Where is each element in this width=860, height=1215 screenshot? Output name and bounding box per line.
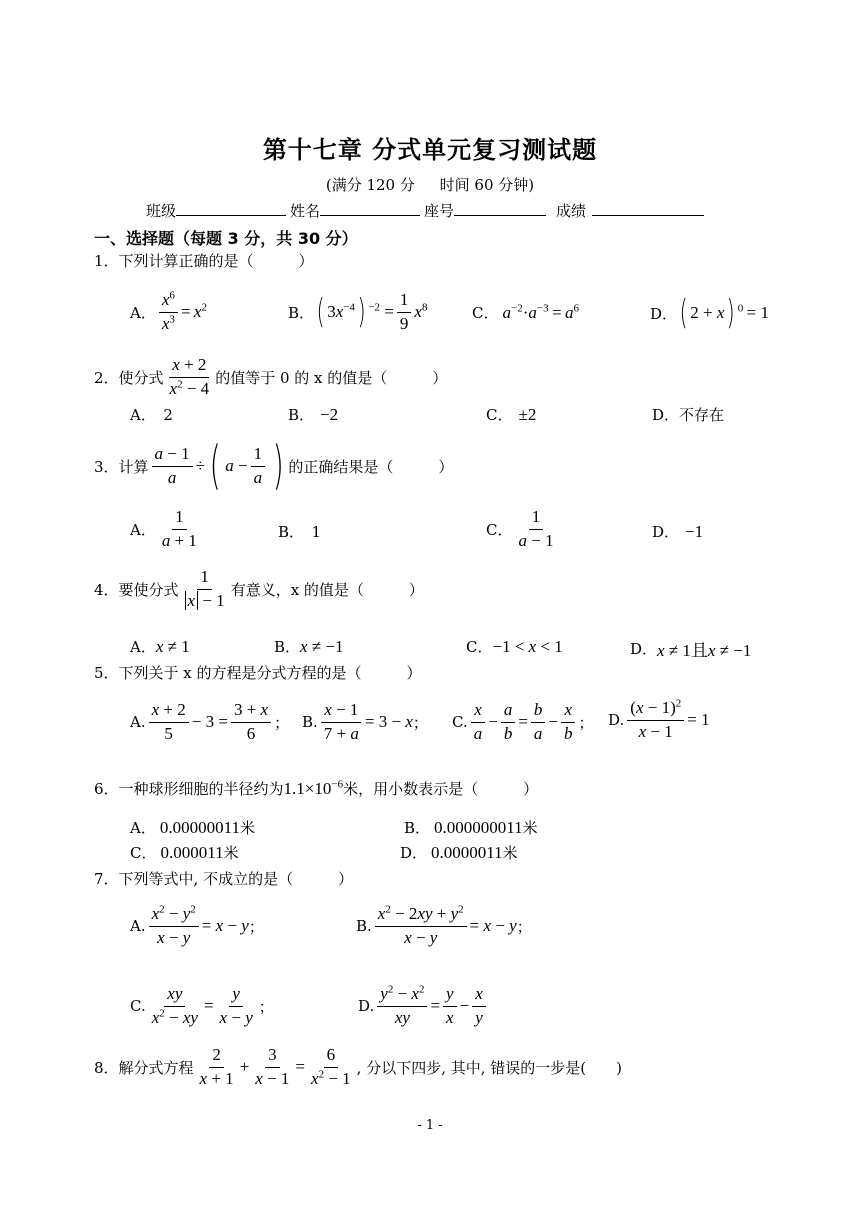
- question-8: 8．解分式方程 $\frac{2}{x + 1}$ + $\frac{3}{x - 1}$ = $\frac{6}{x^2 - 1}$ , 分以下四步, 其中, 错误的一步是( ): [94, 1045, 622, 1088]
- option-label: D.: [358, 997, 375, 1016]
- q4-option-a[interactable]: A． x ≠ 1: [130, 636, 190, 656]
- option-value: ±2: [518, 404, 537, 424]
- option-value: −2: [320, 404, 339, 424]
- option-label: C．: [466, 638, 493, 656]
- fraction: $\frac{1}{a - 1}$: [518, 507, 554, 550]
- fraction: $\frac{1}{x - 1}$: [182, 568, 228, 610]
- question-8-prompt-end: , 分以下四步, 其中, 错误的一步是( ): [356, 1058, 622, 1077]
- name-blank[interactable]: [320, 201, 420, 216]
- option-label: C．: [486, 520, 513, 539]
- fraction: $\frac{b}{a}$: [531, 701, 546, 743]
- q3-option-c[interactable]: [486, 508, 560, 550]
- q3-option-d[interactable]: [652, 521, 703, 542]
- q1-option-c[interactable]: C． $a^{-2}\cdot a^{-3} = a^6$: [472, 301, 579, 322]
- fraction: $\frac{(x - 1)^2}{x - 1}$: [627, 699, 684, 741]
- option-label: A． 2: [130, 406, 173, 424]
- option-label: C.: [130, 997, 146, 1016]
- unit-label: 米: [223, 844, 239, 862]
- fraction: $\frac{x^2 - 2xy + y^2}{x - y}$: [375, 905, 467, 947]
- q4-option-b[interactable]: B． x ≠ −1: [274, 636, 344, 656]
- q3-option-b[interactable]: [278, 521, 321, 542]
- fraction: $\frac{1}{a}$: [251, 445, 266, 487]
- question-3-prompt: 3．计算: [94, 457, 149, 476]
- name-label: 姓名: [290, 202, 321, 220]
- question-4-prompt-end: 有意义，x 的值是（ ）: [230, 580, 424, 599]
- grade-label: 成绩: [556, 202, 587, 220]
- unit-label: 米: [522, 819, 538, 837]
- fraction: $\frac{y}{x - y}$: [219, 984, 253, 1027]
- option-label: B．: [404, 819, 431, 837]
- q5-option-d[interactable]: D. $\frac{(x - 1)^2}{x - 1}$ = 1: [608, 697, 710, 741]
- q4-option-c[interactable]: C． −1 < x < 1: [466, 636, 563, 656]
- option-label: B.: [356, 917, 372, 936]
- grade-blank[interactable]: [592, 201, 704, 216]
- option-label: D．: [400, 844, 428, 862]
- fraction: $\frac{1}{9}$: [397, 291, 412, 333]
- student-info-line: [146, 200, 708, 221]
- question-6-prompt-end: 米，用小数表示是（ ）: [343, 780, 539, 798]
- option-label: A．: [130, 520, 156, 539]
- fraction: $\frac{1}{a + 1}$: [161, 507, 197, 550]
- fraction: $\frac{y^2 - x^2}{xy}$: [377, 985, 427, 1027]
- q7-option-d[interactable]: D. $\frac{y^2 - x^2}{xy}$ = $\frac{y}{x}$ − $\frac{x}{y}$: [358, 985, 489, 1027]
- option-label: A．: [130, 638, 156, 656]
- question-6: 6．一种球形细胞的半径约为 $1.1\times 10^{-6}$ 米，用小数表示是（ ）: [94, 777, 539, 798]
- fraction: $\frac{6}{x^2 - 1}$: [311, 1045, 351, 1088]
- q2-option-b[interactable]: [288, 404, 338, 425]
- q5-option-a[interactable]: A. $\frac{x + 2}{5}$ − 3 = $\frac{3 + x}{6}$ ；: [130, 700, 290, 743]
- q6-option-b[interactable]: [404, 817, 538, 838]
- option-label: B．: [288, 406, 315, 424]
- fraction: $\frac{a}{b}$: [501, 701, 516, 743]
- seat-blank[interactable]: [454, 201, 546, 216]
- option-value: 0.0000011: [431, 842, 503, 862]
- question-4-prompt: 4．要使分式: [94, 580, 179, 599]
- question-7-prompt: 7．下列等式中, 不成立的是（ ）: [94, 870, 354, 888]
- question-3: 3．计算 $\frac{a - 1}{a}$ ÷ ( a − $\frac{1}{a}$ ) 的正确结果是（ ）: [94, 436, 454, 496]
- fraction: $\frac{x}{a}$: [471, 701, 486, 743]
- fraction: $\frac{x}{y}$: [472, 985, 486, 1027]
- fraction: $\frac{3}{x - 1}$: [255, 1045, 290, 1088]
- question-8-prompt: 8．解分式方程: [94, 1058, 194, 1077]
- fraction: $\frac{y}{x}$: [443, 985, 457, 1027]
- question-3-prompt-end: 的正确结果是（ ）: [288, 457, 454, 476]
- subtitle: [0, 174, 860, 195]
- option-label: B．: [288, 303, 315, 322]
- time-limit: 时间 60 分钟): [439, 176, 535, 194]
- q4-option-d[interactable]: D． x ≠ 1且x ≠ −1: [630, 640, 752, 660]
- fraction: $\frac{xy}{x^2 - xy}$: [151, 984, 198, 1027]
- unit-label: 米: [502, 844, 518, 862]
- question-2-prompt: 2．使分式: [94, 368, 164, 387]
- option-label: C．: [130, 844, 157, 862]
- q1-option-b[interactable]: B． ( $3x^{-4}$ ) $^{-2}$ = $\frac{1}{9}$ $x^8$: [288, 290, 428, 333]
- page-title: 第十七章 分式单元复习测试题: [262, 136, 598, 164]
- q7-option-b[interactable]: B. $\frac{x^2 - 2xy + y^2}{x - y}$ = x − y ；: [356, 903, 532, 947]
- option-label: C．: [486, 406, 513, 424]
- option-label: A.: [130, 917, 146, 936]
- fraction: $\frac{x}{b}$: [561, 701, 576, 743]
- q7-option-c[interactable]: C. $\frac{xy}{x^2 - xy}$ = $\frac{y}{x - y}$ ；: [130, 984, 274, 1027]
- q1-option-d[interactable]: D． ( 2 + x ) $^0$ = 1: [650, 293, 769, 333]
- option-value: 0.000011: [160, 842, 224, 862]
- class-label: 班级: [146, 202, 177, 220]
- q6-option-a[interactable]: [130, 817, 255, 838]
- q5-option-b[interactable]: B. $\frac{x - 1}{7 + a}$ = 3 − x ；: [302, 700, 428, 743]
- fraction: $\frac{3 + x}{6}$: [231, 701, 271, 743]
- seat-label: 座号: [424, 202, 455, 220]
- option-label: B．: [274, 638, 301, 656]
- option-value: 0.000000011: [434, 817, 523, 837]
- option-label: C.: [452, 713, 468, 732]
- fraction: $\frac{x^6}{x^3}$: [159, 291, 178, 333]
- q5-option-c[interactable]: C. $\frac{x}{a}$ − $\frac{a}{b}$ = $\frac{b}{a}$ − $\frac{x}{b}$ ；: [452, 700, 594, 743]
- option-label: A．: [130, 303, 156, 322]
- question-2-prompt-end: 的值等于 0 的 x 的值是（ ）: [215, 368, 448, 387]
- option-label: D．: [652, 523, 680, 541]
- option-label: B.: [302, 713, 318, 732]
- question-6-prompt: 6．一种球形细胞的半径约为: [94, 780, 284, 798]
- q3-option-a[interactable]: [130, 508, 203, 550]
- question-4: [94, 568, 424, 610]
- fraction: $\frac{x + 2}{5}$: [149, 701, 189, 743]
- page-number: - 1 -: [417, 1118, 443, 1133]
- question-2: [94, 356, 447, 398]
- q2-option-a[interactable]: [130, 404, 173, 425]
- fraction: $\frac{x^2 - y^2}{x - y}$: [149, 905, 199, 947]
- option-label: C．: [472, 304, 499, 322]
- unit-label: 米: [239, 819, 255, 837]
- section-heading: 一、选择题（每题 3 分，共 30 分）: [94, 229, 358, 248]
- class-blank[interactable]: [176, 201, 286, 216]
- option-label: D.: [608, 711, 625, 730]
- question-7: [94, 868, 353, 889]
- question-1-prompt: 1．下列计算正确的是（ ）: [94, 252, 314, 270]
- q6-option-c[interactable]: [130, 842, 239, 863]
- question-5: [94, 662, 422, 683]
- fraction: $\frac{2}{x + 1}$: [199, 1045, 234, 1088]
- option-label: D．不存在: [652, 406, 725, 424]
- option-label: A.: [130, 713, 146, 732]
- q7-option-a[interactable]: A. $\frac{x^2 - y^2}{x - y}$ = x − y ；: [130, 903, 264, 947]
- fraction: $\frac{x - 1}{7 + a}$: [321, 701, 362, 743]
- q2-option-d[interactable]: [652, 404, 724, 425]
- q1-option-a[interactable]: A． $\frac{x^6}{x^3}$ = $x^2$: [130, 289, 207, 333]
- option-value: −1: [685, 521, 704, 541]
- option-label: B． 1: [278, 523, 322, 541]
- option-label: A．: [130, 819, 156, 837]
- option-label: D．: [650, 304, 678, 323]
- full-score: (满分 120 分: [325, 176, 415, 194]
- q6-option-d[interactable]: [400, 842, 518, 863]
- question-5-prompt: 5．下列关于 x 的方程是分式方程的是（ ）: [94, 664, 422, 682]
- fraction: $\frac{x + 2}{x^2 - 4}$: [169, 355, 210, 398]
- fraction: $\frac{a - 1}{a}$: [152, 445, 193, 487]
- option-value: 0.00000011: [159, 817, 240, 837]
- option-label: D．: [630, 640, 658, 658]
- q2-option-c[interactable]: [486, 404, 536, 425]
- question-1: [94, 250, 314, 271]
